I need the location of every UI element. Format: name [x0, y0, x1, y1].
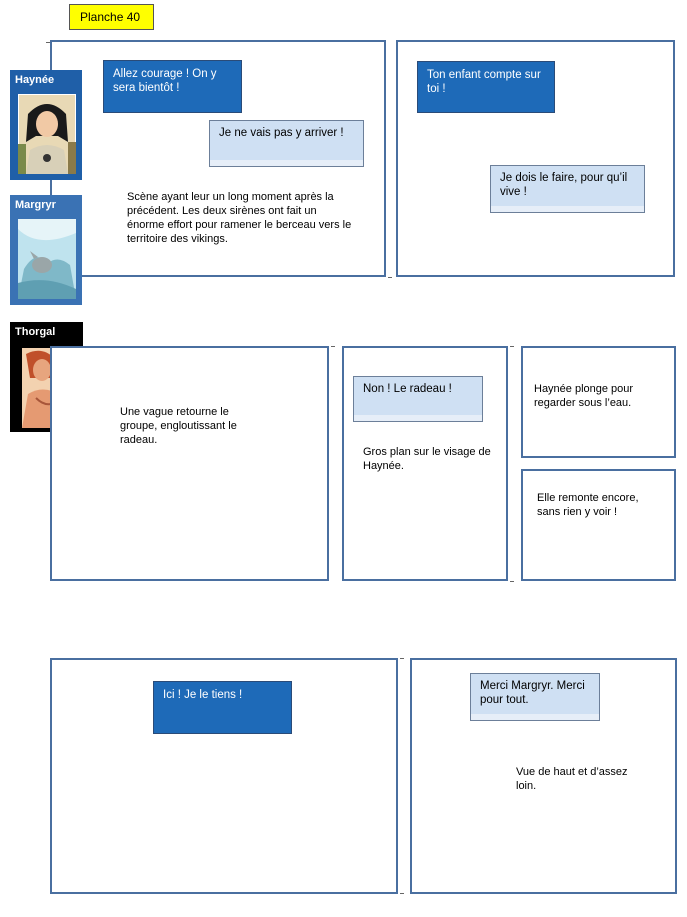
character-card-margryr	[10, 195, 82, 305]
page-title: Planche 40	[69, 4, 154, 30]
gutter-mark	[400, 658, 404, 659]
speech-bubble: Allez courage ! On y sera bientôt !	[103, 60, 242, 113]
character-name: Haynée	[15, 74, 55, 86]
gutter-mark	[400, 893, 404, 894]
speech-bubble: Ici ! Je le tiens !	[153, 681, 292, 734]
scene-note: Une vague retourne le groupe, engloutissant le radeau.	[120, 406, 237, 446]
speech-bubble: Ton enfant compte sur toi !	[417, 61, 555, 113]
gutter-mark	[331, 346, 335, 347]
speech-bubble: Merci Margryr. Merci pour tout.	[470, 673, 600, 721]
speech-bubble: Je ne vais pas y arriver !	[209, 120, 364, 167]
character-name: Thorgal	[15, 326, 56, 338]
scene-note: Elle remonte encore, sans rien y voir !	[537, 492, 639, 518]
character-name: Margryr	[15, 199, 56, 211]
portrait-haynee-icon	[18, 94, 76, 174]
speech-bubble: Je dois le faire, pour qu’il vive !	[490, 165, 645, 213]
scene-note: Vue de haut et d’assez loin.	[516, 766, 628, 792]
speech-bubble: Non ! Le radeau !	[353, 376, 483, 422]
gutter-mark	[46, 42, 50, 43]
gutter-mark	[510, 581, 514, 582]
gutter-mark	[388, 277, 392, 278]
character-card-haynee	[10, 70, 82, 180]
panel-row2-1	[50, 346, 329, 581]
portrait-margryr-icon	[18, 219, 76, 299]
scene-note: Gros plan sur le visage de Haynée.	[363, 446, 491, 472]
scene-note: Scène ayant leur un long moment après la précédent. Les deux sirènes ont fait un énorme effort pour ramener le berceau vers le territoire des vikings.	[127, 191, 352, 245]
gutter-mark	[510, 346, 514, 347]
panel-row2-4	[521, 469, 676, 581]
scene-note: Haynée plonge pour regarder sous l’eau.	[534, 383, 634, 409]
